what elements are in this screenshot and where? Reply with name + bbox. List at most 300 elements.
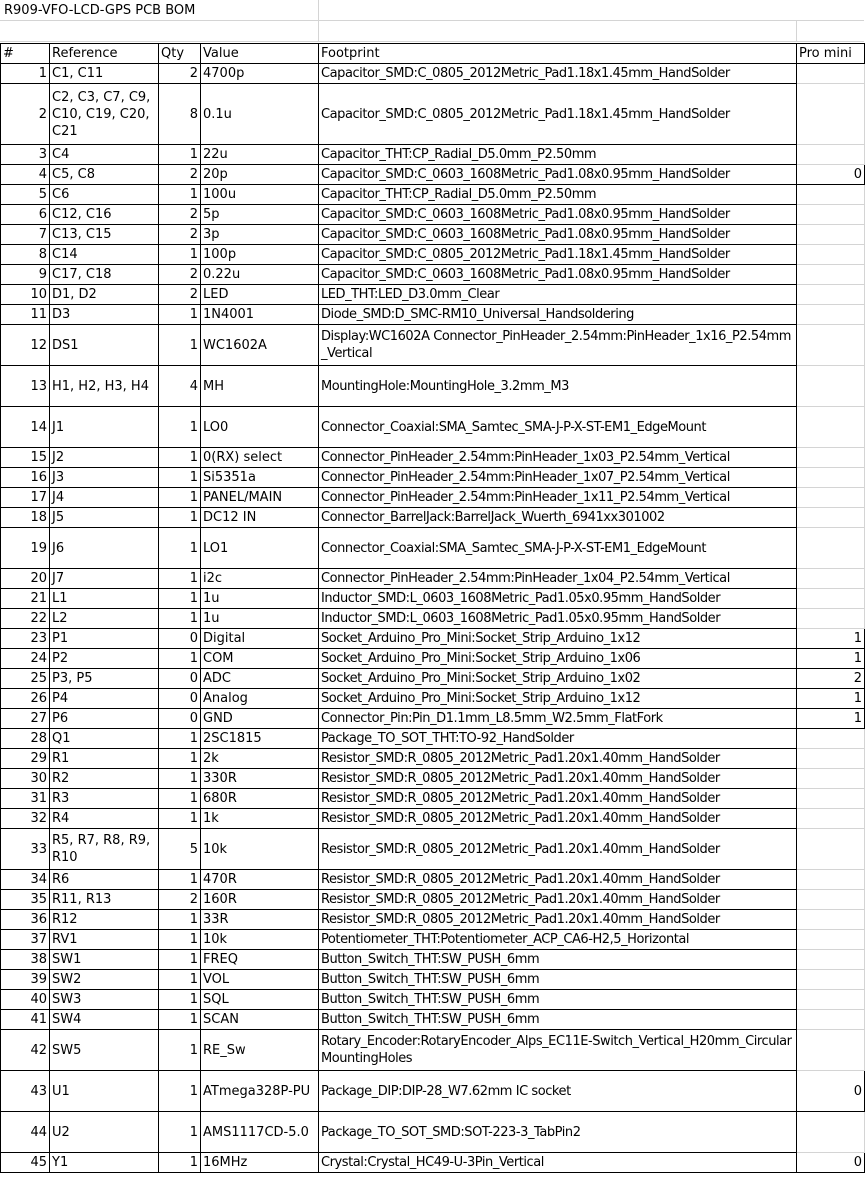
value-cell[interactable]: 22u xyxy=(201,145,319,165)
footprint-cell[interactable]: Resistor_SMD:R_0805_2012Metric_Pad1.20x1.40mm_HandSolder xyxy=(319,769,797,789)
row-number-cell[interactable]: 18 xyxy=(1,508,50,528)
reference-cell[interactable]: C12, C16 xyxy=(50,205,159,225)
pro-mini-cell[interactable] xyxy=(797,1030,865,1071)
table-row xyxy=(1,165,865,185)
reference-cell[interactable]: J5 xyxy=(50,508,159,528)
value-cell[interactable]: DC12 IN xyxy=(201,508,319,528)
pro-mini-cell[interactable]: 1 xyxy=(797,689,865,709)
qty-cell[interactable]: 2 xyxy=(159,165,201,185)
footprint-cell[interactable]: Socket_Arduino_Pro_Mini:Socket_Strip_Arduino_1x12 xyxy=(319,629,797,649)
value-cell[interactable]: 16MHz xyxy=(201,1153,319,1173)
reference-cell[interactable]: R12 xyxy=(50,910,159,930)
row-number-cell[interactable]: 8 xyxy=(1,245,50,265)
header-value[interactable]: Value xyxy=(201,44,319,64)
footprint-cell[interactable]: Crystal:Crystal_HC49-U-3Pin_Vertical xyxy=(319,1153,797,1173)
qty-cell[interactable]: 1 xyxy=(159,468,201,488)
pro-mini-cell[interactable]: 2 xyxy=(797,669,865,689)
value-cell[interactable]: WC1602A xyxy=(201,325,319,366)
qty-cell[interactable]: 1 xyxy=(159,325,201,366)
footprint-cell[interactable]: Connector_Pin:Pin_D1.1mm_L8.5mm_W2.5mm_FlatFork xyxy=(319,709,797,729)
pro-mini-cell[interactable] xyxy=(797,950,865,970)
pro-mini-cell[interactable] xyxy=(797,829,865,870)
qty-cell[interactable]: 1 xyxy=(159,950,201,970)
table-row xyxy=(1,729,865,749)
table-row xyxy=(1,709,865,729)
row-number-cell[interactable]: 2 xyxy=(1,84,50,145)
row-number-cell[interactable]: 11 xyxy=(1,305,50,325)
footprint-cell[interactable]: Connector_Coaxial:SMA_Samtec_SMA-J-P-X-ST-EM1_EdgeMount xyxy=(319,528,797,569)
footprint-cell[interactable]: Connector_PinHeader_2.54mm:PinHeader_1x07_P2.54mm_Vertical xyxy=(319,468,797,488)
footprint-cell[interactable]: Socket_Arduino_Pro_Mini:Socket_Strip_Arduino_1x06 xyxy=(319,649,797,669)
value-cell[interactable]: AMS1117CD-5.0 xyxy=(201,1112,319,1153)
value-cell[interactable]: 33R xyxy=(201,910,319,930)
value-cell[interactable]: 2k xyxy=(201,749,319,769)
table-row xyxy=(1,265,865,285)
qty-cell[interactable]: 1 xyxy=(159,589,201,609)
qty-cell[interactable]: 1 xyxy=(159,729,201,749)
table-row xyxy=(1,1071,865,1112)
pro-mini-cell[interactable] xyxy=(797,225,865,245)
row-number-cell[interactable]: 43 xyxy=(1,1071,50,1112)
footprint-cell[interactable]: Resistor_SMD:R_0805_2012Metric_Pad1.20x1.40mm_HandSolder xyxy=(319,749,797,769)
qty-cell[interactable]: 1 xyxy=(159,245,201,265)
pro-mini-cell[interactable] xyxy=(797,508,865,528)
qty-cell[interactable]: 1 xyxy=(159,649,201,669)
bom-table xyxy=(0,43,865,1173)
qty-cell[interactable]: 1 xyxy=(159,488,201,508)
pro-mini-cell[interactable] xyxy=(797,890,865,910)
footprint-cell[interactable]: LED_THT:LED_D3.0mm_Clear xyxy=(319,285,797,305)
pro-mini-cell[interactable] xyxy=(797,366,865,407)
row-number-cell[interactable]: 21 xyxy=(1,589,50,609)
table-row xyxy=(1,910,865,930)
header-pro-mini[interactable]: Pro mini xyxy=(797,44,865,64)
row-number-cell[interactable]: 22 xyxy=(1,609,50,629)
reference-cell[interactable]: R4 xyxy=(50,809,159,829)
reference-cell[interactable]: SW1 xyxy=(50,950,159,970)
value-cell[interactable]: SQL xyxy=(201,990,319,1010)
value-cell[interactable]: Digital xyxy=(201,629,319,649)
value-cell[interactable]: 0.1u xyxy=(201,84,319,145)
header-reference[interactable]: Reference xyxy=(50,44,159,64)
pro-mini-cell[interactable] xyxy=(797,729,865,749)
qty-cell[interactable]: 1 xyxy=(159,508,201,528)
value-cell[interactable]: RE_Sw xyxy=(201,1030,319,1071)
qty-cell[interactable]: 2 xyxy=(159,285,201,305)
reference-cell[interactable]: U1 xyxy=(50,1071,159,1112)
table-row xyxy=(1,930,865,950)
row-number-cell[interactable]: 25 xyxy=(1,669,50,689)
qty-cell[interactable]: 1 xyxy=(159,305,201,325)
qty-cell[interactable]: 0 xyxy=(159,669,201,689)
value-cell[interactable]: Si5351a xyxy=(201,468,319,488)
row-number-cell[interactable]: 32 xyxy=(1,809,50,829)
row-number-cell[interactable]: 42 xyxy=(1,1030,50,1071)
pro-mini-cell[interactable] xyxy=(797,245,865,265)
pro-mini-cell[interactable] xyxy=(797,769,865,789)
pro-mini-cell[interactable] xyxy=(797,789,865,809)
qty-cell[interactable]: 0 xyxy=(159,629,201,649)
value-cell[interactable]: 100p xyxy=(201,245,319,265)
pro-mini-cell[interactable] xyxy=(797,488,865,508)
qty-cell[interactable]: 2 xyxy=(159,265,201,285)
value-cell[interactable]: LO0 xyxy=(201,407,319,448)
table-row xyxy=(1,285,865,305)
reference-cell[interactable]: C14 xyxy=(50,245,159,265)
row-number-cell[interactable]: 1 xyxy=(1,64,50,84)
reference-cell[interactable]: D3 xyxy=(50,305,159,325)
pro-mini-cell[interactable] xyxy=(797,1010,865,1030)
value-cell[interactable]: 10k xyxy=(201,930,319,950)
value-cell[interactable]: 1u xyxy=(201,609,319,629)
table-row xyxy=(1,609,865,629)
table-row xyxy=(1,448,865,468)
footprint-cell[interactable]: Socket_Arduino_Pro_Mini:Socket_Strip_Arduino_1x02 xyxy=(319,669,797,689)
row-number-cell[interactable]: 5 xyxy=(1,185,50,205)
value-cell[interactable]: ADC xyxy=(201,669,319,689)
row-number-cell[interactable]: 23 xyxy=(1,629,50,649)
value-cell[interactable]: 2SC1815 xyxy=(201,729,319,749)
pro-mini-cell[interactable] xyxy=(797,589,865,609)
pro-mini-cell[interactable] xyxy=(797,1112,865,1153)
table-row xyxy=(1,629,865,649)
table-row xyxy=(1,245,865,265)
footprint-cell[interactable]: Capacitor_SMD:C_0805_2012Metric_Pad1.18x1.45mm_HandSolder xyxy=(319,245,797,265)
qty-cell[interactable]: 1 xyxy=(159,448,201,468)
qty-cell[interactable]: 1 xyxy=(159,990,201,1010)
reference-cell[interactable]: P2 xyxy=(50,649,159,669)
bom-body xyxy=(1,64,865,1173)
footprint-cell[interactable]: Package_TO_SOT_THT:TO-92_HandSolder xyxy=(319,729,797,749)
footprint-cell[interactable]: Resistor_SMD:R_0805_2012Metric_Pad1.20x1.40mm_HandSolder xyxy=(319,789,797,809)
table-row xyxy=(1,508,865,528)
value-cell[interactable]: FREQ xyxy=(201,950,319,970)
row-number-cell[interactable]: 15 xyxy=(1,448,50,468)
value-cell[interactable]: 10k xyxy=(201,829,319,870)
pro-mini-cell[interactable] xyxy=(797,185,865,205)
footprint-cell[interactable]: Resistor_SMD:R_0805_2012Metric_Pad1.20x1.40mm_HandSolder xyxy=(319,829,797,870)
qty-cell[interactable]: 1 xyxy=(159,769,201,789)
footprint-cell[interactable]: Connector_PinHeader_2.54mm:PinHeader_1x11_P2.54mm_Vertical xyxy=(319,488,797,508)
row-number-cell[interactable]: 37 xyxy=(1,930,50,950)
qty-cell[interactable]: 8 xyxy=(159,84,201,145)
value-cell[interactable]: LED xyxy=(201,285,319,305)
footprint-cell[interactable]: Connector_PinHeader_2.54mm:PinHeader_1x03_P2.54mm_Vertical xyxy=(319,448,797,468)
pro-mini-cell[interactable] xyxy=(797,407,865,448)
value-cell[interactable]: 4700p xyxy=(201,64,319,84)
table-row xyxy=(1,1010,865,1030)
table-row xyxy=(1,1153,865,1173)
pro-mini-cell[interactable] xyxy=(797,930,865,950)
reference-cell[interactable]: DS1 xyxy=(50,325,159,366)
table-row xyxy=(1,528,865,569)
qty-cell[interactable]: 1 xyxy=(159,407,201,448)
footprint-cell[interactable]: Resistor_SMD:R_0805_2012Metric_Pad1.20x1.40mm_HandSolder xyxy=(319,910,797,930)
pro-mini-cell[interactable]: 1 xyxy=(797,649,865,669)
table-row xyxy=(1,145,865,165)
qty-cell[interactable]: 1 xyxy=(159,1153,201,1173)
reference-cell[interactable]: C6 xyxy=(50,185,159,205)
table-row xyxy=(1,689,865,709)
qty-cell[interactable]: 2 xyxy=(159,225,201,245)
pro-mini-cell[interactable] xyxy=(797,990,865,1010)
pro-mini-cell[interactable] xyxy=(797,145,865,165)
qty-cell[interactable]: 5 xyxy=(159,829,201,870)
qty-cell[interactable]: 1 xyxy=(159,870,201,890)
reference-cell[interactable]: SW3 xyxy=(50,990,159,1010)
pro-mini-cell[interactable] xyxy=(797,285,865,305)
qty-cell[interactable]: 1 xyxy=(159,970,201,990)
reference-cell[interactable]: J6 xyxy=(50,528,159,569)
footprint-cell[interactable]: Socket_Arduino_Pro_Mini:Socket_Strip_Arduino_1x12 xyxy=(319,689,797,709)
row-number-cell[interactable]: 14 xyxy=(1,407,50,448)
row-number-cell[interactable]: 34 xyxy=(1,870,50,890)
value-cell[interactable]: VOL xyxy=(201,970,319,990)
footprint-cell[interactable]: Resistor_SMD:R_0805_2012Metric_Pad1.20x1.40mm_HandSolder xyxy=(319,870,797,890)
pro-mini-cell[interactable] xyxy=(797,205,865,225)
footprint-cell[interactable]: Capacitor_SMD:C_0805_2012Metric_Pad1.18x1.45mm_HandSolder xyxy=(319,64,797,84)
row-number-cell[interactable]: 4 xyxy=(1,165,50,185)
row-number-cell[interactable]: 26 xyxy=(1,689,50,709)
value-cell[interactable]: ATmega328P-PU xyxy=(201,1071,319,1112)
reference-cell[interactable]: P6 xyxy=(50,709,159,729)
value-cell[interactable]: 1u xyxy=(201,589,319,609)
reference-cell[interactable]: H1, H2, H3, H4 xyxy=(50,366,159,407)
header-number[interactable]: # xyxy=(1,44,50,64)
qty-cell[interactable]: 1 xyxy=(159,185,201,205)
footprint-cell[interactable]: Capacitor_SMD:C_0603_1608Metric_Pad1.08x0.95mm_HandSolder xyxy=(319,205,797,225)
qty-cell[interactable]: 1 xyxy=(159,930,201,950)
footprint-cell[interactable]: Package_DIP:DIP-28_W7.62mm IC socket xyxy=(319,1071,797,1112)
qty-cell[interactable]: 1 xyxy=(159,1071,201,1112)
footprint-cell[interactable]: Diode_SMD:D_SMC-RM10_Universal_Handsoldering xyxy=(319,305,797,325)
row-number-cell[interactable]: 20 xyxy=(1,569,50,589)
pro-mini-cell[interactable] xyxy=(797,325,865,366)
header-qty[interactable]: Qty xyxy=(159,44,201,64)
row-number-cell[interactable]: 45 xyxy=(1,1153,50,1173)
pro-mini-cell[interactable]: 1 xyxy=(797,709,865,729)
reference-cell[interactable]: SW4 xyxy=(50,1010,159,1030)
footprint-cell[interactable]: Button_Switch_THT:SW_PUSH_6mm xyxy=(319,1010,797,1030)
footprint-cell[interactable]: Inductor_SMD:L_0603_1608Metric_Pad1.05x0.95mm_HandSolder xyxy=(319,589,797,609)
value-cell[interactable]: 0.22u xyxy=(201,265,319,285)
footprint-cell[interactable]: Button_Switch_THT:SW_PUSH_6mm xyxy=(319,950,797,970)
pro-mini-cell[interactable] xyxy=(797,970,865,990)
reference-cell[interactable]: R11, R13 xyxy=(50,890,159,910)
row-number-cell[interactable]: 40 xyxy=(1,990,50,1010)
row-number-cell[interactable]: 44 xyxy=(1,1112,50,1153)
pro-mini-cell[interactable] xyxy=(797,448,865,468)
reference-cell[interactable]: R1 xyxy=(50,749,159,769)
pro-mini-cell[interactable]: 1 xyxy=(797,629,865,649)
row-number-cell[interactable]: 28 xyxy=(1,729,50,749)
footprint-cell[interactable]: Capacitor_SMD:C_0603_1608Metric_Pad1.08x0.95mm_HandSolder xyxy=(319,165,797,185)
pro-mini-cell[interactable] xyxy=(797,809,865,829)
footprint-cell[interactable]: Capacitor_THT:CP_Radial_D5.0mm_P2.50mm xyxy=(319,185,797,205)
qty-cell[interactable]: 1 xyxy=(159,809,201,829)
qty-cell[interactable]: 1 xyxy=(159,528,201,569)
footprint-cell[interactable]: Capacitor_THT:CP_Radial_D5.0mm_P2.50mm xyxy=(319,145,797,165)
value-cell[interactable]: 330R xyxy=(201,769,319,789)
qty-cell[interactable]: 1 xyxy=(159,145,201,165)
qty-cell[interactable]: 1 xyxy=(159,910,201,930)
value-cell[interactable]: 1N4001 xyxy=(201,305,319,325)
footprint-cell[interactable]: Resistor_SMD:R_0805_2012Metric_Pad1.20x1.40mm_HandSolder xyxy=(319,890,797,910)
value-cell[interactable]: LO1 xyxy=(201,528,319,569)
pro-mini-cell[interactable] xyxy=(797,528,865,569)
footprint-cell[interactable]: Capacitor_SMD:C_0603_1608Metric_Pad1.08x0.95mm_HandSolder xyxy=(319,265,797,285)
qty-cell[interactable]: 2 xyxy=(159,205,201,225)
row-number-cell[interactable]: 12 xyxy=(1,325,50,366)
pro-mini-cell[interactable]: 0 xyxy=(797,1071,865,1112)
row-number-cell[interactable]: 35 xyxy=(1,890,50,910)
value-cell[interactable]: PANEL/MAIN xyxy=(201,488,319,508)
row-number-cell[interactable]: 24 xyxy=(1,649,50,669)
footprint-cell[interactable]: Connector_Coaxial:SMA_Samtec_SMA-J-P-X-ST-EM1_EdgeMount xyxy=(319,407,797,448)
qty-cell[interactable]: 1 xyxy=(159,609,201,629)
reference-cell[interactable]: R5, R7, R8, R9, R10 xyxy=(50,829,159,870)
pro-mini-cell[interactable] xyxy=(797,84,865,145)
qty-cell[interactable]: 4 xyxy=(159,366,201,407)
reference-cell[interactable]: J7 xyxy=(50,569,159,589)
reference-cell[interactable]: J2 xyxy=(50,448,159,468)
reference-cell[interactable]: R2 xyxy=(50,769,159,789)
reference-cell[interactable]: D1, D2 xyxy=(50,285,159,305)
qty-cell[interactable]: 2 xyxy=(159,890,201,910)
footprint-cell[interactable]: MountingHole:MountingHole_3.2mm_M3 xyxy=(319,366,797,407)
pro-mini-cell[interactable] xyxy=(797,910,865,930)
reference-cell[interactable]: L1 xyxy=(50,589,159,609)
reference-cell[interactable]: SW5 xyxy=(50,1030,159,1071)
reference-cell[interactable]: P4 xyxy=(50,689,159,709)
reference-cell[interactable]: Y1 xyxy=(50,1153,159,1173)
footprint-cell[interactable]: Button_Switch_THT:SW_PUSH_6mm xyxy=(319,990,797,1010)
pro-mini-cell[interactable] xyxy=(797,64,865,84)
reference-cell[interactable]: L2 xyxy=(50,609,159,629)
row-number-cell[interactable]: 31 xyxy=(1,789,50,809)
row-number-cell[interactable]: 30 xyxy=(1,769,50,789)
reference-cell[interactable]: J3 xyxy=(50,468,159,488)
table-row xyxy=(1,1030,865,1071)
pro-mini-cell[interactable] xyxy=(797,569,865,589)
pro-mini-cell[interactable] xyxy=(797,870,865,890)
reference-cell[interactable]: SW2 xyxy=(50,970,159,990)
reference-cell[interactable]: C2, C3, C7, C9, C10, C19, C20, C21 xyxy=(50,84,159,145)
pro-mini-cell[interactable] xyxy=(797,468,865,488)
footprint-cell[interactable]: Capacitor_SMD:C_0603_1608Metric_Pad1.08x0.95mm_HandSolder xyxy=(319,225,797,245)
value-cell[interactable]: 20p xyxy=(201,165,319,185)
row-number-cell[interactable]: 17 xyxy=(1,488,50,508)
row-number-cell[interactable]: 3 xyxy=(1,145,50,165)
qty-cell[interactable]: 1 xyxy=(159,1010,201,1030)
reference-cell[interactable]: Q1 xyxy=(50,729,159,749)
pro-mini-cell[interactable]: 0 xyxy=(797,1153,865,1173)
footprint-cell[interactable]: Inductor_SMD:L_0603_1608Metric_Pad1.05x0.95mm_HandSolder xyxy=(319,609,797,629)
title-cell[interactable] xyxy=(0,0,319,20)
reference-cell[interactable]: C1, C11 xyxy=(50,64,159,84)
reference-cell[interactable]: R6 xyxy=(50,870,159,890)
qty-cell[interactable]: 0 xyxy=(159,709,201,729)
footprint-cell[interactable]: Display:WC1602A Connector_PinHeader_2.54mm:PinHeader_1x16_P2.54mm_Vertical xyxy=(319,325,797,366)
value-cell[interactable]: 5p xyxy=(201,205,319,225)
footprint-cell[interactable]: Package_TO_SOT_SMD:SOT-223-3_TabPin2 xyxy=(319,1112,797,1153)
pro-mini-cell[interactable] xyxy=(797,265,865,285)
row-number-cell[interactable]: 41 xyxy=(1,1010,50,1030)
value-cell[interactable]: Analog xyxy=(201,689,319,709)
footprint-cell[interactable]: Button_Switch_THT:SW_PUSH_6mm xyxy=(319,970,797,990)
reference-cell[interactable]: U2 xyxy=(50,1112,159,1153)
value-cell[interactable]: SCAN xyxy=(201,1010,319,1030)
qty-cell[interactable]: 1 xyxy=(159,569,201,589)
pro-mini-cell[interactable] xyxy=(797,305,865,325)
reference-cell[interactable]: R3 xyxy=(50,789,159,809)
blank-row xyxy=(0,21,864,42)
row-number-cell[interactable]: 29 xyxy=(1,749,50,769)
value-cell[interactable]: 160R xyxy=(201,890,319,910)
reference-cell[interactable]: RV1 xyxy=(50,930,159,950)
reference-cell[interactable]: J1 xyxy=(50,407,159,448)
row-number-cell[interactable]: 10 xyxy=(1,285,50,305)
header-footprint[interactable]: Footprint xyxy=(319,44,797,64)
row-number-cell[interactable]: 7 xyxy=(1,225,50,245)
pro-mini-cell[interactable] xyxy=(797,749,865,769)
footprint-cell[interactable]: Connector_PinHeader_2.54mm:PinHeader_1x04_P2.54mm_Vertical xyxy=(319,569,797,589)
footprint-cell[interactable]: Connector_BarrelJack:BarrelJack_Wuerth_6941xx301002 xyxy=(319,508,797,528)
value-cell[interactable]: GND xyxy=(201,709,319,729)
value-cell[interactable]: 0(RX) select xyxy=(201,448,319,468)
row-number-cell[interactable]: 6 xyxy=(1,205,50,225)
value-cell[interactable]: i2c xyxy=(201,569,319,589)
reference-cell[interactable]: P1 xyxy=(50,629,159,649)
reference-cell[interactable]: C13, C15 xyxy=(50,225,159,245)
footprint-cell[interactable]: Resistor_SMD:R_0805_2012Metric_Pad1.20x1.40mm_HandSolder xyxy=(319,809,797,829)
qty-cell[interactable]: 1 xyxy=(159,749,201,769)
qty-cell[interactable]: 2 xyxy=(159,64,201,84)
qty-cell[interactable]: 0 xyxy=(159,689,201,709)
row-number-cell[interactable]: 27 xyxy=(1,709,50,729)
value-cell[interactable]: 3p xyxy=(201,225,319,245)
footprint-cell[interactable]: Potentiometer_THT:Potentiometer_ACP_CA6-H2,5_Horizontal xyxy=(319,930,797,950)
value-cell[interactable]: 680R xyxy=(201,789,319,809)
qty-cell[interactable]: 1 xyxy=(159,789,201,809)
row-number-cell[interactable]: 16 xyxy=(1,468,50,488)
reference-cell[interactable]: J4 xyxy=(50,488,159,508)
reference-cell[interactable]: C5, C8 xyxy=(50,165,159,185)
row-number-cell[interactable]: 19 xyxy=(1,528,50,569)
row-number-cell[interactable]: 13 xyxy=(1,366,50,407)
value-cell[interactable]: COM xyxy=(201,649,319,669)
row-number-cell[interactable]: 9 xyxy=(1,265,50,285)
footprint-cell[interactable]: Rotary_Encoder:RotaryEncoder_Alps_EC11E-Switch_Vertical_H20mm_CircularMountingHoles xyxy=(319,1030,797,1071)
value-cell[interactable]: 100u xyxy=(201,185,319,205)
reference-cell[interactable]: C4 xyxy=(50,145,159,165)
value-cell[interactable]: MH xyxy=(201,366,319,407)
footprint-cell[interactable]: Capacitor_SMD:C_0805_2012Metric_Pad1.18x1.45mm_HandSolder xyxy=(319,84,797,145)
qty-cell[interactable]: 1 xyxy=(159,1112,201,1153)
row-number-cell[interactable]: 38 xyxy=(1,950,50,970)
reference-cell[interactable]: C17, C18 xyxy=(50,265,159,285)
table-row xyxy=(1,809,865,829)
value-cell[interactable]: 470R xyxy=(201,870,319,890)
reference-cell[interactable]: P3, P5 xyxy=(50,669,159,689)
row-number-cell[interactable]: 39 xyxy=(1,970,50,990)
pro-mini-cell[interactable]: 0 xyxy=(797,165,865,185)
value-cell[interactable]: 1k xyxy=(201,809,319,829)
row-number-cell[interactable]: 36 xyxy=(1,910,50,930)
row-number-cell[interactable]: 33 xyxy=(1,829,50,870)
qty-cell[interactable]: 1 xyxy=(159,1030,201,1071)
pro-mini-cell[interactable] xyxy=(797,609,865,629)
